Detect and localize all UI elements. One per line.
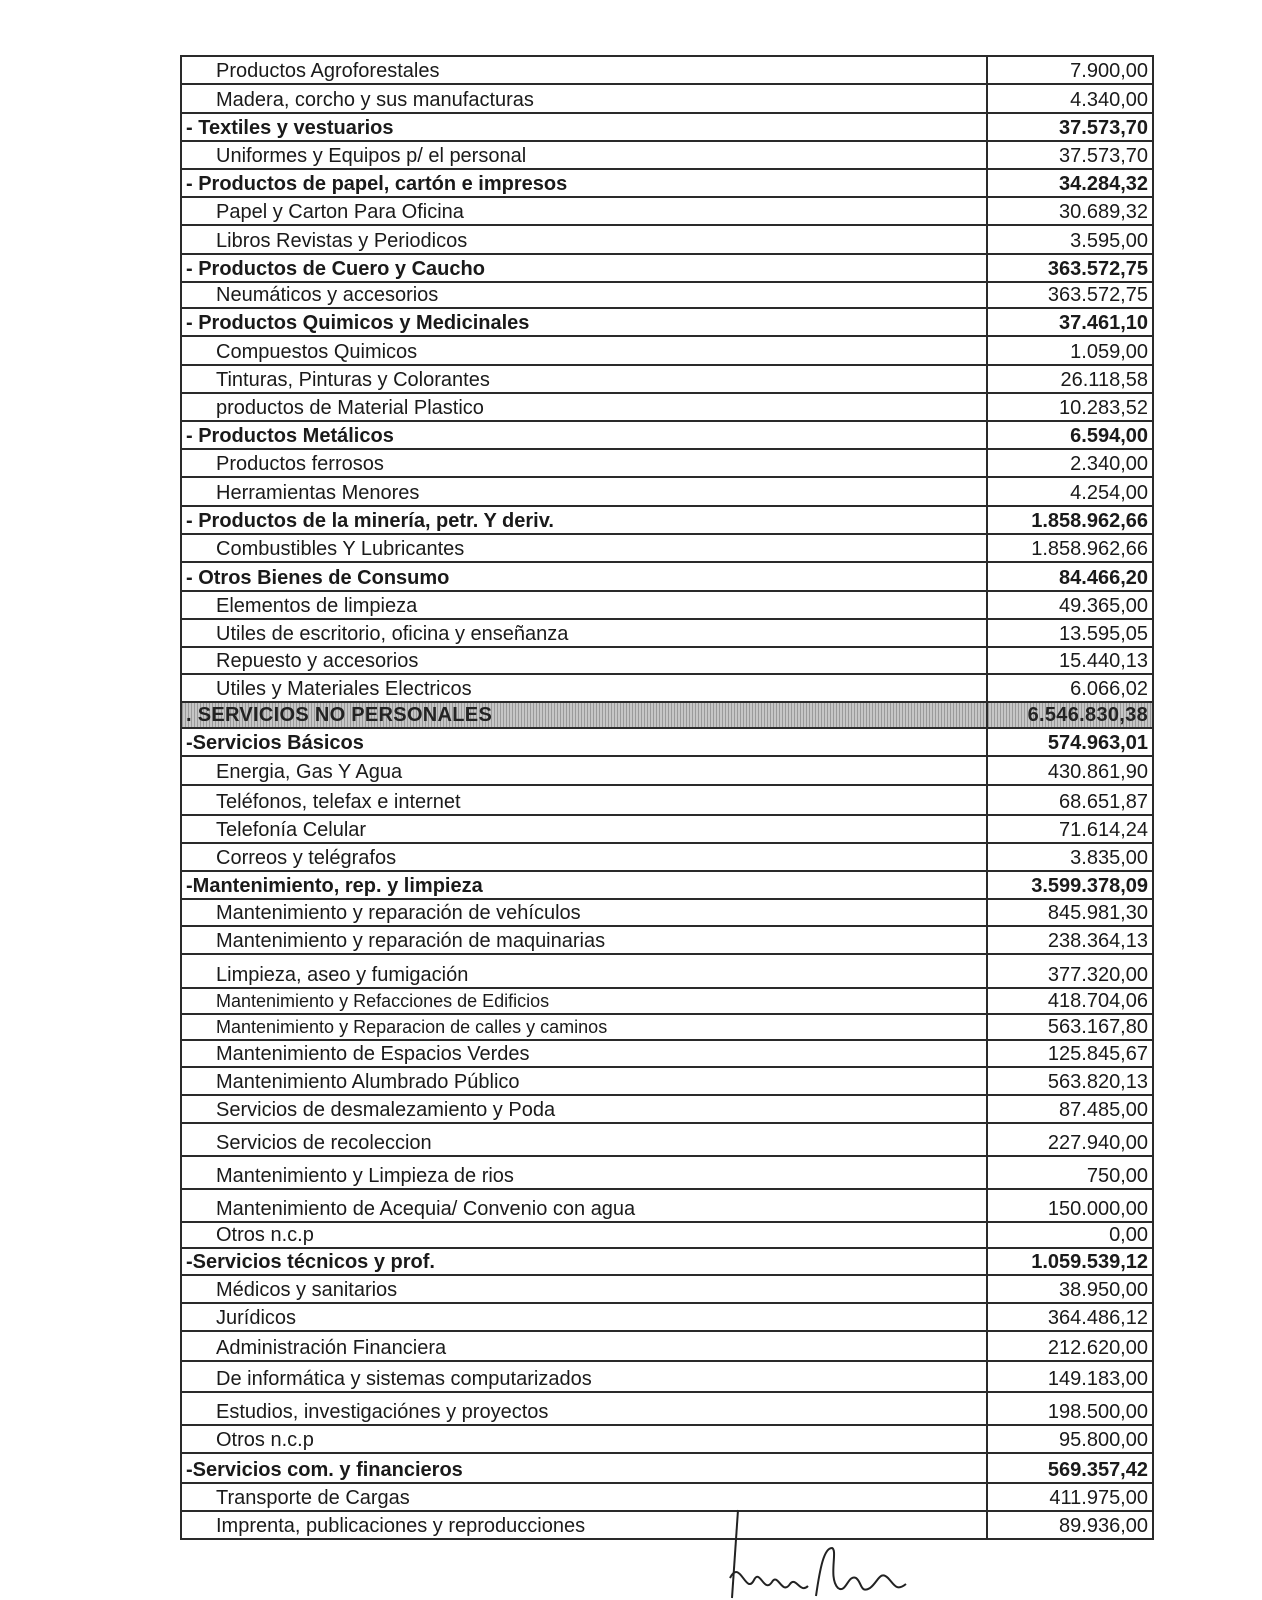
row-label: -Servicios Básicos: [181, 728, 987, 756]
row-amount: 569.357,42: [987, 1453, 1153, 1483]
row-label: Telefonía Celular: [181, 815, 987, 843]
row-label: Libros Revistas y Periodicos: [181, 225, 987, 254]
table-row: [181, 1189, 1153, 1222]
row-amount: 87.485,00: [987, 1095, 1153, 1123]
table-row: [181, 84, 1153, 113]
row-label: - Productos de la minería, petr. Y deriv.: [181, 506, 987, 534]
row-label: Mantenimiento y Limpieza de rios: [181, 1156, 987, 1189]
row-amount: 37.573,70: [987, 113, 1153, 141]
row-label: Herramientas Menores: [181, 477, 987, 506]
row-label: Combustibles Y Lubricantes: [181, 534, 987, 562]
table-row: [181, 197, 1153, 225]
row-amount: 89.936,00: [987, 1511, 1153, 1539]
row-label: -Mantenimiento, rep. y limpieza: [181, 871, 987, 899]
table-row: [181, 282, 1153, 308]
row-label: Otros n.c.p: [181, 1222, 987, 1248]
row-label: Uniformes y Equipos p/ el personal: [181, 141, 987, 169]
row-amount: 3.595,00: [987, 225, 1153, 254]
table-row: [181, 674, 1153, 702]
row-label: -Servicios técnicos y prof.: [181, 1248, 987, 1275]
row-label: Papel y Carton Para Oficina: [181, 197, 987, 225]
table-row: [181, 1483, 1153, 1511]
row-amount: 95.800,00: [987, 1425, 1153, 1453]
row-amount: 750,00: [987, 1156, 1153, 1189]
row-amount: 149.183,00: [987, 1361, 1153, 1392]
row-amount: 10.283,52: [987, 393, 1153, 421]
row-amount: 3.835,00: [987, 843, 1153, 871]
table-row: [181, 926, 1153, 954]
row-label: - Otros Bienes de Consumo: [181, 562, 987, 591]
row-amount: 1.059.539,12: [987, 1248, 1153, 1275]
row-label: Imprenta, publicaciones y reproducciones: [181, 1511, 987, 1539]
row-amount: 6.066,02: [987, 674, 1153, 702]
table-row: [181, 1511, 1153, 1539]
row-label: Limpieza, aseo y fumigación: [181, 954, 987, 988]
table-row: [181, 1067, 1153, 1095]
table-row: [181, 899, 1153, 926]
row-label: De informática y sistemas computarizados: [181, 1361, 987, 1392]
table-row-category: [181, 113, 1153, 141]
row-label: Productos Agroforestales: [181, 56, 987, 84]
row-amount: 227.940,00: [987, 1123, 1153, 1156]
row-label: - Productos de papel, cartón e impresos: [181, 169, 987, 197]
table-row: [181, 591, 1153, 619]
table-row-category: [181, 254, 1153, 282]
row-amount: 7.900,00: [987, 56, 1153, 84]
table-row: [181, 815, 1153, 843]
row-amount: 1.059,00: [987, 336, 1153, 365]
table-row: [181, 1425, 1153, 1453]
table-row: [181, 141, 1153, 169]
row-amount: 125.845,67: [987, 1040, 1153, 1067]
row-label: Mantenimiento y Reparacion de calles y caminos: [181, 1014, 987, 1040]
table-row-category: [181, 728, 1153, 756]
table-row: [181, 225, 1153, 254]
row-amount: 15.440,13: [987, 647, 1153, 674]
row-amount: 49.365,00: [987, 591, 1153, 619]
table-row-category: [181, 308, 1153, 336]
row-amount: 38.950,00: [987, 1275, 1153, 1303]
row-label: . SERVICIOS NO PERSONALES: [181, 702, 987, 728]
row-label: Utiles y Materiales Electricos: [181, 674, 987, 702]
row-label: Servicios de recoleccion: [181, 1123, 987, 1156]
row-amount: 37.461,10: [987, 308, 1153, 336]
table-row-category: [181, 702, 1153, 728]
budget-table-body: [181, 56, 1153, 1539]
row-amount: 30.689,32: [987, 197, 1153, 225]
row-amount: 1.858.962,66: [987, 506, 1153, 534]
table-row: [181, 1123, 1153, 1156]
row-amount: 363.572,75: [987, 282, 1153, 308]
table-row: [181, 1275, 1153, 1303]
row-label: Energia, Gas Y Agua: [181, 756, 987, 785]
row-amount: 26.118,58: [987, 365, 1153, 393]
table-row: [181, 477, 1153, 506]
row-amount: 4.340,00: [987, 84, 1153, 113]
table-row: [181, 449, 1153, 477]
row-amount: 1.858.962,66: [987, 534, 1153, 562]
row-label: Administración Financiera: [181, 1331, 987, 1361]
row-label: Transporte de Cargas: [181, 1483, 987, 1511]
row-amount: 364.486,12: [987, 1303, 1153, 1331]
row-label: Otros n.c.p: [181, 1425, 987, 1453]
row-label: Elementos de limpieza: [181, 591, 987, 619]
row-label: Médicos y sanitarios: [181, 1275, 987, 1303]
row-amount: 4.254,00: [987, 477, 1153, 506]
row-label: - Textiles y vestuarios: [181, 113, 987, 141]
table-row-category: [181, 1248, 1153, 1275]
row-amount: 563.820,13: [987, 1067, 1153, 1095]
row-label: - Productos Metálicos: [181, 421, 987, 449]
table-row: [181, 988, 1153, 1014]
row-amount: 845.981,30: [987, 899, 1153, 926]
table-row: [181, 393, 1153, 421]
row-amount: 37.573,70: [987, 141, 1153, 169]
table-row: [181, 954, 1153, 988]
row-label: Neumáticos y accesorios: [181, 282, 987, 308]
table-row: [181, 1331, 1153, 1361]
row-amount: 430.861,90: [987, 756, 1153, 785]
row-label: Mantenimiento y reparación de maquinarias: [181, 926, 987, 954]
row-amount: 150.000,00: [987, 1189, 1153, 1222]
table-row: [181, 1392, 1153, 1425]
table-row: [181, 1303, 1153, 1331]
row-label: Estudios, investigaciónes y proyectos: [181, 1392, 987, 1425]
table-row: [181, 56, 1153, 84]
table-row-category: [181, 506, 1153, 534]
row-amount: 68.651,87: [987, 785, 1153, 815]
row-label: -Servicios com. y financieros: [181, 1453, 987, 1483]
table-row: [181, 785, 1153, 815]
row-amount: 563.167,80: [987, 1014, 1153, 1040]
table-row: [181, 843, 1153, 871]
row-label: Mantenimiento Alumbrado Público: [181, 1067, 987, 1095]
row-label: Mantenimiento de Espacios Verdes: [181, 1040, 987, 1067]
row-amount: 377.320,00: [987, 954, 1153, 988]
row-label: - Productos Quimicos y Medicinales: [181, 308, 987, 336]
row-amount: 574.963,01: [987, 728, 1153, 756]
row-label: Correos y telégrafos: [181, 843, 987, 871]
table-row: [181, 1222, 1153, 1248]
row-amount: 418.704,06: [987, 988, 1153, 1014]
row-label: Utiles de escritorio, oficina y enseñanza: [181, 619, 987, 647]
row-amount: 71.614,24: [987, 815, 1153, 843]
table-row-category: [181, 421, 1153, 449]
table-row-category: [181, 562, 1153, 591]
table-row: [181, 1014, 1153, 1040]
row-label: Compuestos Quimicos: [181, 336, 987, 365]
handwritten-signature: [720, 1508, 920, 1600]
row-label: Jurídicos: [181, 1303, 987, 1331]
row-amount: 6.594,00: [987, 421, 1153, 449]
row-amount: 13.595,05: [987, 619, 1153, 647]
row-label: Madera, corcho y sus manufacturas: [181, 84, 987, 113]
row-label: Teléfonos, telefax e internet: [181, 785, 987, 815]
table-row: [181, 1095, 1153, 1123]
row-amount: 212.620,00: [987, 1331, 1153, 1361]
row-label: - Productos de Cuero y Caucho: [181, 254, 987, 282]
table-row-category: [181, 871, 1153, 899]
table-row-category: [181, 1453, 1153, 1483]
row-amount: 2.340,00: [987, 449, 1153, 477]
row-label: Productos ferrosos: [181, 449, 987, 477]
row-label: Tinturas, Pinturas y Colorantes: [181, 365, 987, 393]
row-label: Repuesto y accesorios: [181, 647, 987, 674]
row-amount: 34.284,32: [987, 169, 1153, 197]
row-label: productos de Material Plastico: [181, 393, 987, 421]
row-amount: 84.466,20: [987, 562, 1153, 591]
table-row: [181, 336, 1153, 365]
table-row: [181, 647, 1153, 674]
row-amount: 363.572,75: [987, 254, 1153, 282]
row-label: Mantenimiento y reparación de vehículos: [181, 899, 987, 926]
table-row: [181, 619, 1153, 647]
row-label: Servicios de desmalezamiento y Poda: [181, 1095, 987, 1123]
row-amount: 6.546.830,38: [987, 702, 1153, 728]
table-row: [181, 365, 1153, 393]
table-row-category: [181, 169, 1153, 197]
row-label: Mantenimiento de Acequia/ Convenio con agua: [181, 1189, 987, 1222]
table-row: [181, 1361, 1153, 1392]
budget-table: [180, 55, 1148, 1540]
row-amount: 411.975,00: [987, 1483, 1153, 1511]
row-amount: 3.599.378,09: [987, 871, 1153, 899]
table-row: [181, 534, 1153, 562]
row-label: Mantenimiento y Refacciones de Edificios: [181, 988, 987, 1014]
table-row: [181, 1156, 1153, 1189]
row-amount: 0,00: [987, 1222, 1153, 1248]
table-row: [181, 756, 1153, 785]
row-amount: 198.500,00: [987, 1392, 1153, 1425]
table-row: [181, 1040, 1153, 1067]
row-amount: 238.364,13: [987, 926, 1153, 954]
